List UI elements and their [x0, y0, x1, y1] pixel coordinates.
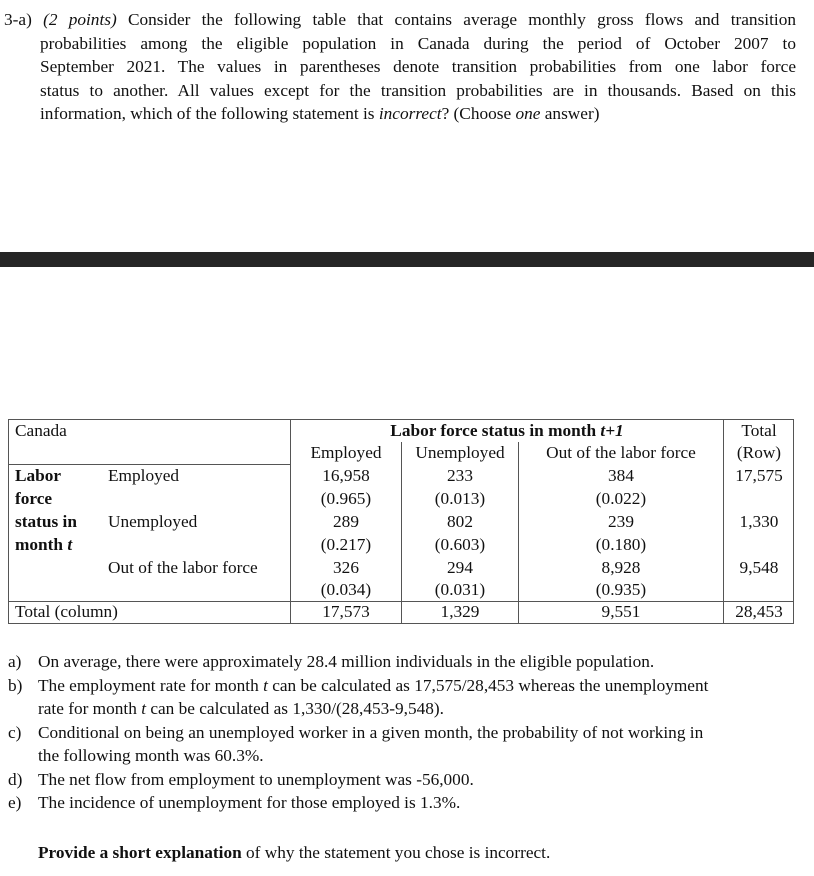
header-group-text: Labor force status in month: [390, 421, 601, 440]
question-line-1: [4, 8, 796, 32]
option-d-text: The net flow from employment to unemployment was -56,000.: [38, 769, 474, 789]
q5-a: information, which of the following statement is: [40, 104, 379, 123]
cell-ou: 294: [447, 558, 473, 577]
b1b: can be calculated as 17,575/28,453 whereas the unemployment: [267, 675, 709, 695]
option-b-line-2: [38, 697, 796, 721]
answer-options: [8, 650, 798, 815]
b2a: rate for month: [38, 699, 142, 718]
row-label-employed: Employed: [108, 466, 180, 485]
q5-incorrect: incorrect: [378, 104, 442, 123]
option-e: [8, 791, 798, 815]
question-line-1-text: Consider the following table that contains average monthly gross flows and transition: [127, 10, 796, 29]
row-label-unemployed: Unemployed: [108, 512, 198, 531]
divider-bar: [0, 252, 814, 267]
row-group-1: Labor: [15, 466, 62, 485]
cell-total-o: 9,551: [601, 602, 641, 621]
question-line-5: [4, 102, 796, 126]
option-b-letter: b): [8, 675, 23, 695]
row-label-out-of-labor-force: Out of the labor force: [108, 558, 258, 577]
prompt-rest: of why the statement you chose is incorrect.: [241, 843, 551, 862]
question-number: 3-a): [4, 10, 32, 29]
cell-eu-prob: (0.013): [434, 489, 486, 508]
question-text: [4, 8, 796, 126]
option-e-letter: e): [8, 793, 22, 812]
table-region: Canada: [15, 421, 67, 440]
cell-o-total: 9,548: [739, 558, 779, 577]
option-c-line-1: Conditional on being an unemployed worker in a given month, the probability of not working in: [38, 722, 704, 742]
option-c-letter: c): [8, 722, 22, 742]
row-group-t: t: [67, 535, 73, 554]
option-a-letter: a): [8, 652, 22, 671]
cell-total-u: 1,329: [440, 602, 480, 621]
cell-ue-prob: (0.217): [320, 535, 372, 554]
table-header-group: [291, 420, 723, 443]
option-c-line-2: the following month was 60.3%.: [38, 746, 264, 765]
row-group-3: status in: [15, 512, 77, 531]
cell-eo-prob: (0.022): [595, 489, 647, 508]
cell-uo-prob: (0.180): [595, 535, 647, 554]
option-a-text: On average, there were approximately 28.4 million individuals in the eligible population.: [38, 652, 655, 671]
option-a: [8, 650, 798, 674]
cell-uo: 239: [608, 512, 634, 531]
q5-one: one: [515, 104, 541, 123]
col-employed: Employed: [310, 443, 382, 462]
cell-ou-prob: (0.031): [434, 580, 486, 599]
gross-flows-table: [8, 419, 794, 624]
option-d-letter: d): [8, 769, 23, 789]
explanation-prompt: [38, 841, 550, 865]
q5-c: answer): [540, 104, 600, 123]
option-e-text: The incidence of unemployment for those employed is 1.3%.: [38, 793, 461, 812]
cell-eo: 384: [608, 466, 634, 485]
col-total-1: Total: [741, 421, 777, 440]
cell-uu-prob: (0.603): [434, 535, 486, 554]
header-group-t: t+1: [600, 421, 624, 440]
option-b: [8, 674, 798, 721]
row-group-2: force: [15, 489, 53, 508]
b-t2: t: [141, 699, 146, 718]
question-points: (2 points): [43, 10, 117, 29]
b1a: The employment rate for month: [38, 675, 264, 695]
option-b-line-1: [38, 674, 796, 698]
col-total-2: (Row): [736, 443, 782, 462]
cell-total-e: 17,573: [322, 602, 370, 621]
cell-ue: 289: [333, 512, 359, 531]
col-out-of-labor-force: Out of the labor force: [546, 443, 696, 462]
cell-oo-prob: (0.935): [595, 580, 647, 599]
b-t1: t: [263, 675, 268, 695]
b2b: can be calculated as 1,330/(28,453-9,548).: [146, 699, 445, 718]
cell-ee: 16,958: [322, 466, 370, 485]
cell-u-total: 1,330: [739, 512, 779, 531]
col-unemployed: Unemployed: [415, 443, 505, 462]
cell-oe: 326: [333, 558, 359, 577]
cell-grand-total: 28,453: [735, 602, 783, 621]
option-c: [8, 721, 798, 768]
cell-oe-prob: (0.034): [320, 580, 372, 599]
option-d: [8, 768, 798, 792]
cell-eu: 233: [447, 466, 473, 485]
question-line-3: September 2021. The values in parentheses denote transition probabilities from one labor force: [40, 57, 796, 76]
prompt-bold: Provide a short explanation: [38, 843, 242, 862]
row-group-4: [15, 534, 72, 557]
row-label-total-column: Total (column): [15, 602, 118, 621]
row-group-4-text: month: [15, 535, 68, 554]
cell-e-total: 17,575: [735, 466, 783, 485]
cell-uu: 802: [447, 512, 473, 531]
q5-b: ? (Choose: [441, 104, 516, 123]
question-line-4: status to another. All values except for the transition probabilities are in thousands. Based on this: [40, 80, 796, 100]
cell-oo: 8,928: [601, 558, 641, 577]
table-border-left: [8, 419, 9, 624]
question-line-2: probabilities among the eligible population in Canada during the period of October 2007 to: [40, 33, 796, 53]
cell-ee-prob: (0.965): [320, 489, 372, 508]
